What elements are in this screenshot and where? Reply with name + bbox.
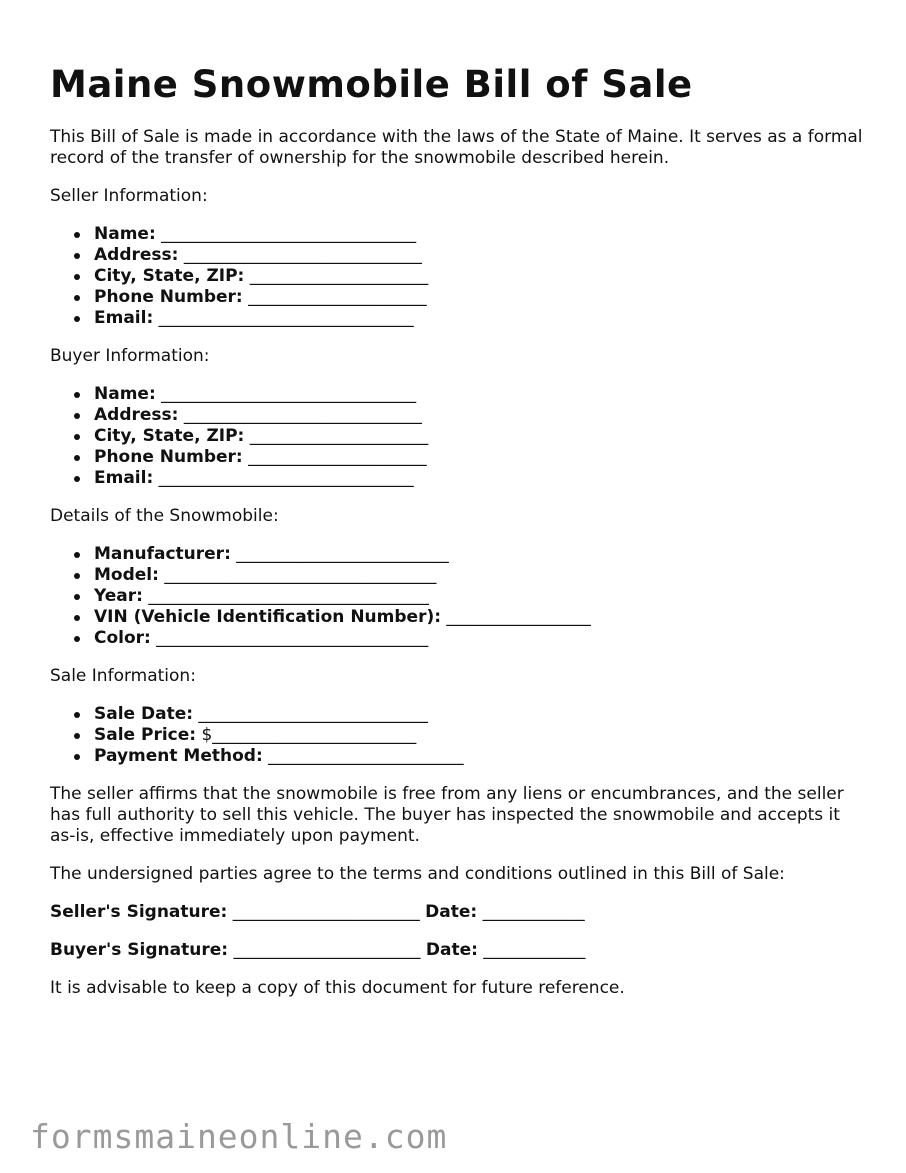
list-item: Manufacturer: _________________________ (94, 544, 870, 565)
blank-line: _________________________ (230, 544, 449, 564)
list-item: Address: ____________________________ (94, 405, 870, 426)
list-item: Sale Date: ___________________________ (94, 704, 870, 725)
blank-line: $________________________ (196, 725, 417, 745)
list-item: Address: ____________________________ (94, 245, 870, 266)
list-item: Color: ________________________________ (94, 628, 870, 649)
snowmobile-heading: Details of the Snowmobile: (50, 506, 279, 526)
intro-paragraph: This Bill of Sale is made in accordance with the laws of the State of Maine. It serves as a formal record of the transfer of ownership for the snowmobile described herein. (50, 127, 863, 168)
list-item: Email: ______________________________ (94, 308, 870, 329)
blank-line: ____________________________ (178, 245, 422, 265)
list-item: VIN (Vehicle Identification Number): _________________ (94, 607, 870, 628)
blank-line: _____________________ (244, 426, 429, 446)
list-item: Sale Price: $________________________ (94, 725, 870, 746)
blank-line: _____________________ (244, 266, 429, 286)
blank-line: ________________________________ (158, 565, 437, 585)
advice-paragraph: It is advisable to keep a copy of this document for future reference. (50, 978, 625, 998)
list-item: City, State, ZIP: _____________________ (94, 266, 870, 287)
blank-line: ________________________________ (150, 628, 429, 648)
blank-line: ______________________________ (155, 224, 417, 244)
seller-fields (50, 224, 870, 329)
list-item: Payment Method: _______________________ (94, 746, 870, 767)
watermark: formsmaineonline.com (30, 1117, 448, 1156)
agreement-paragraph: The undersigned parties agree to the terms and conditions outlined in this Bill of Sale: (50, 864, 785, 884)
list-item: Email: ______________________________ (94, 468, 870, 489)
blank-line: ______________________ (228, 940, 426, 960)
blank-line: ______________________________ (155, 384, 417, 404)
snowmobile-fields (50, 544, 870, 649)
buyer-signature-line: Buyer's Signature: ______________________ Date: ____________ (50, 940, 586, 960)
blank-line: ______________________________ (153, 468, 414, 488)
buyer-fields (50, 384, 870, 489)
blank-line: _______________________ (262, 746, 464, 766)
page-title: Maine Snowmobile Bill of Sale (50, 63, 693, 106)
blank-line: ____________ (477, 940, 586, 960)
document (50, 62, 870, 999)
blank-line: _____________________ (242, 287, 427, 307)
list-item: Phone Number: _____________________ (94, 287, 870, 308)
blank-line: ______________________ (227, 902, 426, 922)
seller-signature-line: Seller's Signature: ______________________ Date: ____________ (50, 902, 585, 922)
list-item: City, State, ZIP: _____________________ (94, 426, 870, 447)
list-item: Model: ________________________________ (94, 565, 870, 586)
affirmation-paragraph: The seller affirms that the snowmobile is free from any liens or encumbrances, and the seller has full authority to sell this vehicle. The buyer has inspected the snowmobile and accepts it as-is, effective immediately upon payment. (50, 784, 844, 846)
blank-line: ___________________________ (193, 704, 428, 724)
sale-heading: Sale Information: (50, 666, 196, 686)
seller-heading: Seller Information: (50, 186, 208, 206)
buyer-heading: Buyer Information: (50, 346, 210, 366)
list-item: Year: _________________________________ (94, 586, 870, 607)
blank-line: ____________________________ (178, 405, 422, 425)
sale-fields (50, 704, 870, 767)
blank-line: _____________________ (242, 447, 427, 467)
blank-line: ____________ (477, 902, 585, 922)
list-item: Phone Number: _____________________ (94, 447, 870, 468)
blank-line: _________________________________ (142, 586, 429, 606)
list-item: Name: ______________________________ (94, 224, 870, 245)
list-item: Name: ______________________________ (94, 384, 870, 405)
blank-line: _________________ (441, 607, 591, 627)
blank-line: ______________________________ (153, 308, 414, 328)
